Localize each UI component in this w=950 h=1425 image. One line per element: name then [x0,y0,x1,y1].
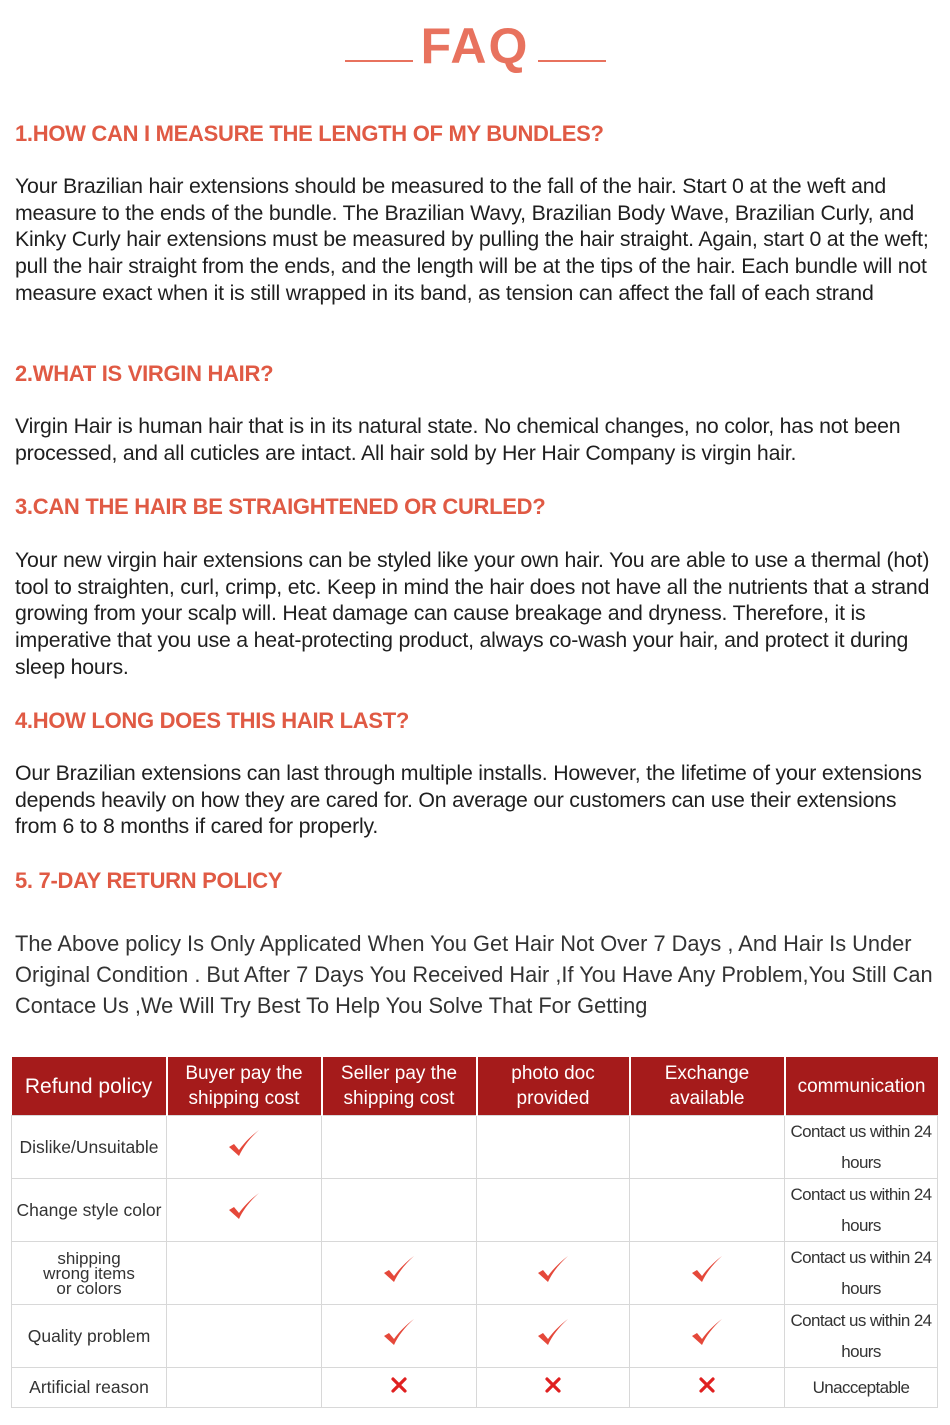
table-row [12,1368,938,1408]
table-row [12,1305,938,1368]
check-icon [379,1251,419,1291]
mark-cell [630,1305,785,1368]
mark-cell [322,1116,477,1179]
check-icon [687,1251,727,1291]
header-communication: communication [785,1057,938,1116]
check-icon [533,1251,573,1291]
faq-question-5: 5. 7-DAY RETURN POLICY [15,868,283,893]
communication-cell: Contact us within 24 hours [785,1179,938,1242]
communication-cell: Unacceptable [785,1368,938,1408]
communication-cell: Contact us within 24 hours [785,1116,938,1179]
row-label: shipping wrong items or colors [12,1242,167,1305]
header-exchange: Exchange available [630,1057,785,1116]
row-label: Dislike/Unsuitable [12,1116,167,1179]
mark-cell [167,1242,322,1305]
mark-cell [477,1179,630,1242]
check-icon [687,1314,727,1354]
check-icon [224,1188,264,1228]
cross-icon [544,1376,562,1394]
refund-policy-table [11,1057,938,1408]
faq-answer-4: Our Brazilian extensions can last through multiple installs. However, the lifetime of your extensions depends heavily on how they are cared for. On average our customers can use their extensions from 6 to 8 months if cared for properly. [15,761,922,839]
mark-cell [167,1116,322,1179]
mark-cell [630,1116,785,1179]
faq-question-1: 1.HOW CAN I MEASURE THE LENGTH OF MY BUNDLES? [15,121,604,146]
title-rule-right [538,60,606,62]
faq-answer-2: Virgin Hair is human hair that is in its natural state. No chemical changes, no color, has not been processed, and all cuticles are intact. All hair sold by Her Hair Company is virgin hair. [15,414,901,465]
check-icon [224,1125,264,1165]
table-header-row [12,1057,938,1116]
row-label: Quality problem [12,1305,167,1368]
mark-cell [167,1305,322,1368]
page-title: FAQ [420,18,530,74]
mark-cell [322,1368,477,1408]
header-refund-policy: Refund policy [12,1057,167,1116]
header-seller-pay: Seller pay the shipping cost [322,1057,477,1116]
table-row [12,1179,938,1242]
row-label: Artificial reason [12,1368,167,1408]
mark-cell [322,1305,477,1368]
mark-cell [630,1242,785,1305]
check-icon [379,1314,419,1354]
mark-cell [167,1179,322,1242]
cross-icon [390,1376,408,1394]
table-row [12,1116,938,1179]
mark-cell [322,1242,477,1305]
mark-cell [630,1368,785,1408]
table-row [12,1242,938,1305]
faq-answer-1: Your Brazilian hair extensions should be measured to the fall of the hair. Start 0 at the weft and measure to the ends of the bundle. The Brazilian Wavy, Brazilian Body Wave, Brazilian Curly, and Kinky Curly hair extensions must be measured by pulling the hair straight. Again, start 0 at the weft; pull the hair straight from the ends, and the length will be at the tips of the hair. Each bundle will not measure exact when it is still wrapped in its band, as tension can affect the fall of each strand [15,174,929,305]
row-label: Change style color [12,1179,167,1242]
mark-cell [477,1116,630,1179]
header-buyer-pay: Buyer pay the shipping cost [167,1057,322,1116]
cross-icon [698,1376,716,1394]
communication-cell: Contact us within 24 hours [785,1305,938,1368]
header-photo-doc: photo doc provided [477,1057,630,1116]
faq-answer-5: The Above policy Is Only Applicated When You Get Hair Not Over 7 Days , And Hair Is Under Original Condition . But After 7 Days You Received Hair ,If You Have Any Problem,You Still Can Contace Us ,We Will Try Best To Help You Solve That For Getting [15,931,933,1018]
faq-question-3: 3.CAN THE HAIR BE STRAIGHTENED OR CURLED? [15,494,546,519]
faq-header [0,18,950,78]
faq-question-2: 2.WHAT IS VIRGIN HAIR? [15,361,274,386]
mark-cell [322,1179,477,1242]
check-icon [533,1314,573,1354]
mark-cell [167,1368,322,1408]
faq-question-4: 4.HOW LONG DOES THIS HAIR LAST? [15,708,410,733]
communication-cell: Contact us within 24 hours [785,1242,938,1305]
mark-cell [630,1179,785,1242]
mark-cell [477,1242,630,1305]
faq-answer-3: Your new virgin hair extensions can be styled like your own hair. You are able to use a thermal (hot) tool to straighten, curl, crimp, etc. Keep in mind the hair does not have all the nutrients that a strand growing from your scalp will. Heat damage can cause breakage and dryness. Therefore, it is imperative that you use a heat-protecting product, always co-wash your hair, and protect it during sleep hours. [15,548,930,679]
mark-cell [477,1305,630,1368]
mark-cell [477,1368,630,1408]
